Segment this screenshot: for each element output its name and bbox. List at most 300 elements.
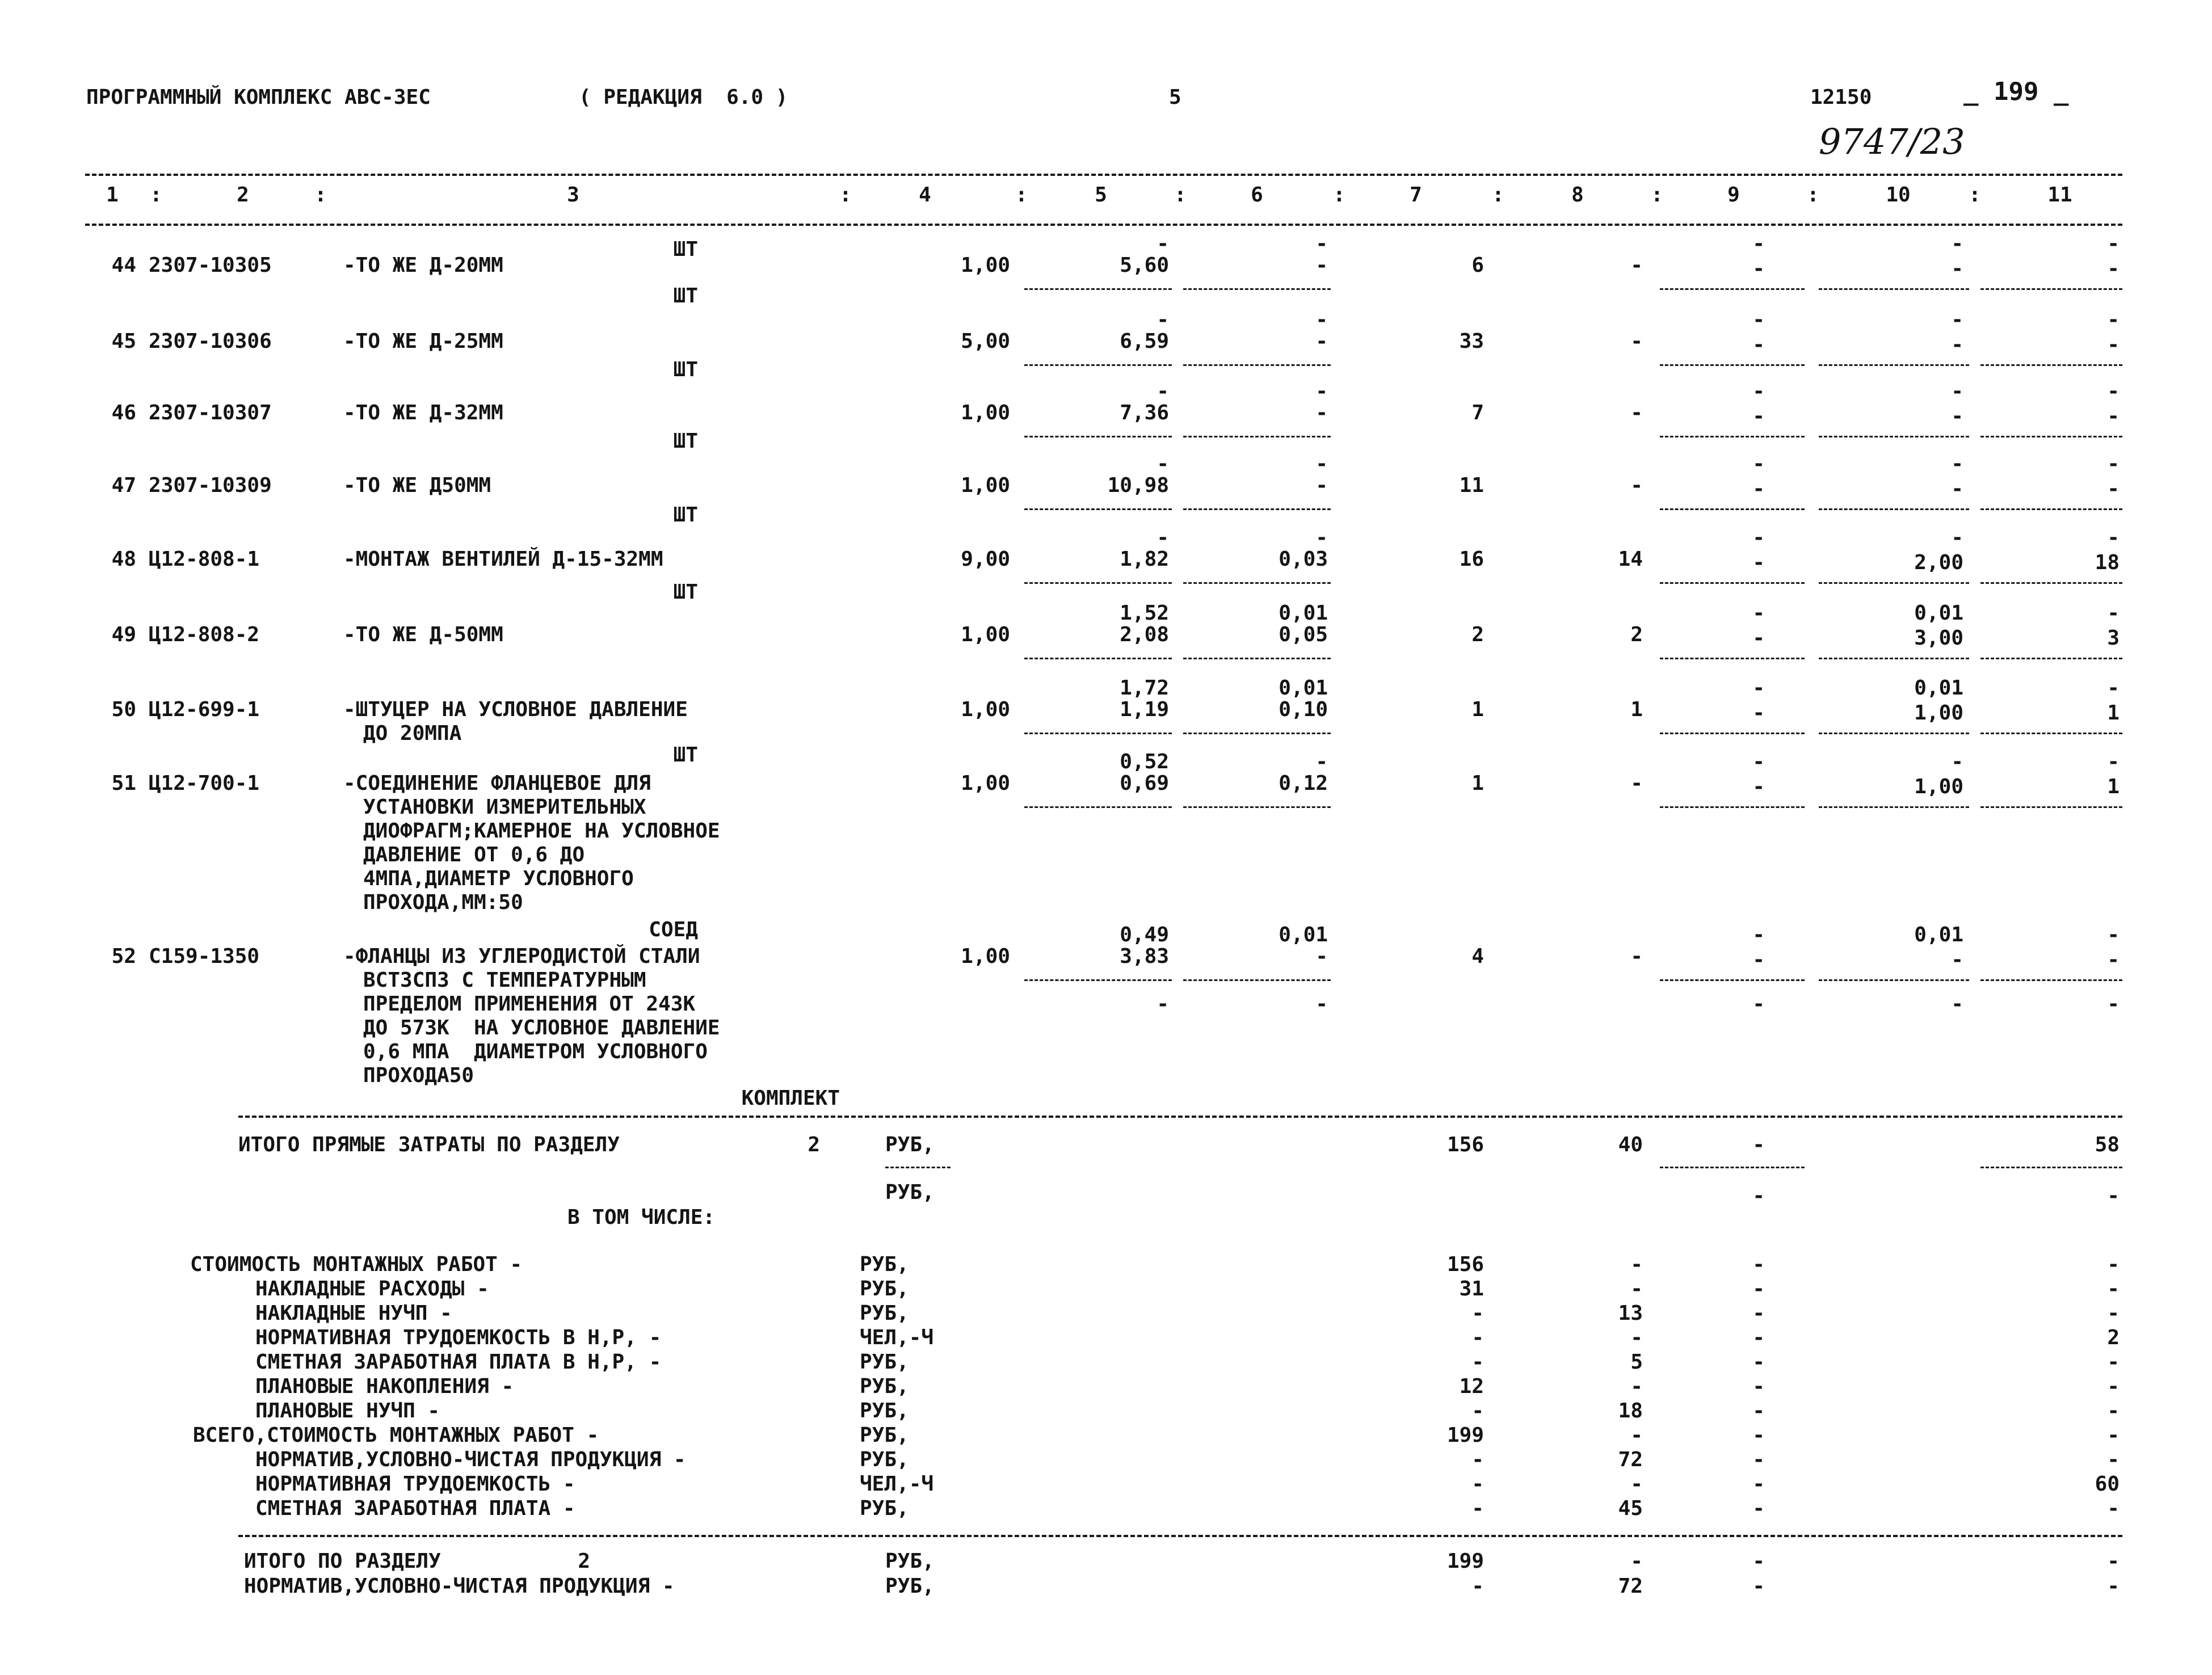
cell-divider: [1024, 364, 1172, 366]
col-11-lower: 1: [2107, 701, 2120, 725]
unit-label: ШТ: [673, 238, 698, 261]
totals-col-11: 58: [2095, 1133, 2120, 1156]
breakdown-col-7: -: [1471, 1302, 1484, 1325]
item-name: ДО 20МПА: [363, 722, 462, 745]
quantity: 1,00: [961, 945, 1010, 968]
col-c6-upper: -: [1315, 452, 1328, 475]
col-8: -: [1630, 401, 1643, 424]
col-c6-upper: 0,01: [1279, 601, 1328, 625]
breakdown-col-11: 60: [2095, 1472, 2120, 1496]
cell-divider: [1980, 436, 2122, 437]
page-number: 5: [1169, 86, 1181, 109]
cell-divider: [1024, 979, 1172, 981]
col-10-lower: -: [1951, 948, 1963, 971]
breakdown-unit: РУБ,: [860, 1375, 909, 1398]
col-11-lower: -: [2107, 405, 2120, 428]
breakdown-col-7: 12: [1459, 1375, 1484, 1398]
cell-divider: [1980, 582, 2122, 584]
column-header-5: 5: [1095, 183, 1107, 207]
col-c6-upper: -: [1315, 526, 1328, 549]
breakdown-col-7: -: [1471, 1472, 1484, 1496]
col-9-lower: -: [1752, 626, 1765, 650]
col-11-upper: -: [2107, 750, 2120, 773]
unit-label: ШТ: [673, 430, 698, 453]
column-header-2: 2: [237, 183, 249, 207]
cell-divider: [1980, 1167, 2122, 1168]
item-name: -ТО ЖЕ Д50ММ: [343, 474, 491, 497]
cell-divider: [1660, 658, 1805, 659]
final-col-7: 199: [1446, 1550, 1484, 1573]
cell-divider: [1980, 508, 2122, 510]
col-11-lower: -: [2107, 477, 2120, 500]
breakdown-col-9: -: [1752, 1375, 1765, 1398]
breakdown-label: ПЛАНОВЫЕ НУЧП -: [255, 1399, 440, 1423]
cell-divider: [1183, 582, 1331, 584]
column-separator: :: [1015, 183, 1028, 207]
cell-divider: [1024, 508, 1172, 510]
row-number: 51: [111, 772, 136, 795]
column-header-7: 7: [1410, 183, 1422, 207]
cell-divider: [1024, 288, 1172, 290]
final-col-8: 72: [1618, 1575, 1643, 1598]
col-10-upper: 0,01: [1914, 601, 1963, 625]
cell-divider: [1819, 436, 1969, 437]
item-name: ПРЕДЕЛОМ ПРИМЕНЕНИЯ ОТ 243К: [363, 992, 696, 1016]
breakdown-label: СМЕТНАЯ ЗАРАБОТНАЯ ПЛАТА В Н,Р, -: [255, 1350, 662, 1374]
col-10-lower: 1,00: [1914, 775, 1963, 798]
col-11-upper: -: [2107, 923, 2120, 946]
breakdown-col-8: -: [1630, 1253, 1643, 1276]
col-c5-lower: 0,69: [1120, 772, 1169, 795]
totals-label: ИТОГО ПРЯМЫЕ ЗАТРАТЫ ПО РАЗДЕЛУ: [238, 1133, 620, 1156]
final-section-number: 2: [578, 1550, 590, 1573]
final-col-11: -: [2107, 1575, 2120, 1598]
col-11-upper: -: [2107, 452, 2120, 475]
unit-label: ШТ: [673, 358, 698, 381]
item-code: 2307-10305: [149, 254, 272, 277]
header-rule-bottom: [85, 224, 2122, 226]
col-10-upper: -: [1951, 308, 1963, 331]
item-code: 2307-10307: [149, 401, 272, 424]
breakdown-label: НАКЛАДНЫЕ РАСХОДЫ -: [255, 1277, 489, 1301]
item-name: ВСТЗСПЗ С ТЕМПЕРАТУРНЫМ: [363, 969, 646, 992]
col-9-lower: -: [1752, 948, 1765, 971]
final-label: ИТОГО ПО РАЗДЕЛУ: [244, 1550, 441, 1573]
col-c5-upper: -: [1157, 526, 1169, 549]
breakdown-col-9: -: [1752, 1277, 1765, 1301]
col-9-tail: -: [1752, 992, 1765, 1016]
col-9-upper: -: [1752, 526, 1765, 549]
unit-label: ШТ: [673, 284, 698, 308]
item-name: -ШТУЦЕР НА УСЛОВНОЕ ДАВЛЕНИЕ: [343, 698, 688, 721]
item-name: 0,6 МПА ДИАМЕТРОМ УСЛОВНОГО: [363, 1040, 708, 1063]
cell-divider: [1660, 979, 1805, 981]
cell-divider: [1980, 288, 2122, 290]
column-header-1: 1: [106, 183, 119, 207]
cell-divider: [1183, 508, 1331, 510]
col-10-lower: -: [1951, 477, 1963, 500]
cell-divider: [1024, 582, 1172, 584]
col-8: -: [1630, 772, 1643, 795]
col-8: 2: [1630, 623, 1643, 646]
breakdown-col-7: -: [1471, 1326, 1484, 1349]
breakdown-label: НОРМАТИВНАЯ ТРУДОЕМКОСТЬ -: [255, 1472, 575, 1496]
breakdown-col-11: -: [2107, 1302, 2120, 1325]
item-name: 4МПА,ДИАМЕТР УСЛОВНОГО: [363, 867, 634, 890]
cell-divider: [1660, 288, 1805, 290]
quantity: 1,00: [961, 772, 1010, 795]
col-c6-lower: -: [1315, 945, 1328, 968]
breakdown-col-7: -: [1471, 1350, 1484, 1374]
col-11-lower: 1: [2107, 775, 2120, 798]
col-8: -: [1630, 474, 1643, 497]
final-unit: РУБ,: [885, 1575, 935, 1598]
column-header-3: 3: [567, 183, 579, 207]
item-code: Ц12-808-1: [149, 548, 260, 571]
item-code: 2307-10309: [149, 474, 272, 497]
item-code: Ц12-700-1: [149, 772, 260, 795]
cell-divider: [1183, 288, 1331, 290]
totals-col-11b: -: [2107, 1184, 2120, 1207]
cell-divider: [1183, 658, 1331, 659]
breakdown-col-11: -: [2107, 1497, 2120, 1520]
col-c5-upper: 1,52: [1120, 601, 1169, 625]
row-number: 46: [111, 401, 136, 424]
col-11-upper: -: [2107, 526, 2120, 549]
breakdown-col-8: -: [1630, 1326, 1643, 1349]
col-c6-upper: 0,01: [1279, 923, 1328, 946]
col-9-upper: -: [1752, 676, 1765, 700]
col-11-upper: -: [2107, 601, 2120, 625]
breakdown-col-11: -: [2107, 1253, 2120, 1276]
item-code: Ц12-699-1: [149, 698, 260, 721]
row-number: 48: [111, 548, 136, 571]
item-name: УСТАНОВКИ ИЗМЕРИТЕЛЬНЫХ: [363, 796, 646, 819]
row-number: 47: [111, 474, 136, 497]
breakdown-unit: ЧЕЛ,-Ч: [860, 1472, 934, 1496]
col-10-upper: -: [1951, 380, 1963, 403]
item-name: ПРОХОДА,ММ:50: [363, 891, 523, 914]
col-10-lower: 3,00: [1914, 626, 1963, 650]
col-9-upper: -: [1752, 452, 1765, 475]
col-11-lower: -: [2107, 948, 2120, 971]
breakdown-col-11: -: [2107, 1399, 2120, 1423]
cell-divider: [1819, 979, 1969, 981]
col-8: -: [1630, 254, 1643, 277]
cell-divider: [1980, 658, 2122, 659]
col-9-upper: -: [1752, 923, 1765, 946]
col-8: -: [1630, 945, 1643, 968]
cell-divider: [1819, 806, 1969, 808]
col-9-lower: -: [1752, 775, 1765, 798]
col-c6-lower: 0,10: [1279, 698, 1328, 721]
col-11-tail: -: [2107, 992, 2120, 1016]
col-8: -: [1630, 330, 1643, 353]
breakdown-col-9: -: [1752, 1497, 1765, 1520]
breakdown-unit: ЧЕЛ,-Ч: [860, 1326, 934, 1349]
item-name: -ФЛАНЦЫ ИЗ УГЛЕРОДИСТОЙ СТАЛИ: [343, 945, 700, 968]
col-c5-lower: 3,83: [1120, 945, 1169, 968]
col-6-tail: -: [1315, 992, 1328, 1016]
column-separator: :: [150, 183, 162, 207]
breakdown-col-9: -: [1752, 1253, 1765, 1276]
breakdown-col-11: 2: [2107, 1326, 2120, 1349]
col-10-upper: -: [1951, 232, 1963, 255]
col-9-lower: -: [1752, 701, 1765, 725]
quantity: 1,00: [961, 474, 1010, 497]
col-c6-lower: -: [1315, 330, 1328, 353]
item-name: -ТО ЖЕ Д-50ММ: [343, 623, 503, 646]
cell-divider: [1183, 979, 1331, 981]
col-c5-lower: 7,36: [1120, 401, 1169, 424]
col-c6-lower: 0,05: [1279, 623, 1328, 646]
breakdown-col-7: -: [1471, 1448, 1484, 1471]
final-unit: РУБ,: [885, 1550, 935, 1573]
column-header-9: 9: [1727, 183, 1740, 207]
breakdown-unit: РУБ,: [860, 1424, 909, 1447]
final-col-9: -: [1752, 1575, 1765, 1598]
including-label: В ТОМ ЧИСЛЕ:: [567, 1206, 716, 1229]
col-7: 2: [1471, 623, 1484, 646]
col-9-upper: -: [1752, 232, 1765, 255]
final-col-7: -: [1471, 1575, 1484, 1598]
col-c5-lower: 1,19: [1120, 698, 1169, 721]
final-col-9: -: [1752, 1550, 1765, 1573]
breakdown-col-11: -: [2107, 1424, 2120, 1447]
breakdown-col-8: 13: [1618, 1302, 1643, 1325]
column-header-6: 6: [1251, 183, 1263, 207]
col-c6-upper: -: [1315, 380, 1328, 403]
col-7: 4: [1471, 945, 1484, 968]
unit-underline: [885, 1167, 951, 1168]
quantity: 5,00: [961, 330, 1010, 353]
column-separator: :: [1492, 183, 1504, 207]
col-10-upper: -: [1951, 452, 1963, 475]
cell-divider: [1660, 364, 1805, 366]
item-name: ДО 573К НА УСЛОВНОЕ ДАВЛЕНИЕ: [363, 1016, 720, 1039]
final-col-8: -: [1630, 1550, 1643, 1573]
col-c6-upper: -: [1315, 308, 1328, 331]
item-name: ПРОХОДА50: [363, 1064, 474, 1087]
breakdown-unit: РУБ,: [860, 1277, 909, 1301]
breakdown-unit: РУБ,: [860, 1253, 909, 1276]
cell-divider: [1183, 733, 1331, 734]
col-10-upper: -: [1951, 526, 1963, 549]
col-11-lower: -: [2107, 333, 2120, 356]
col-9-lower: -: [1752, 551, 1765, 574]
column-separator: :: [839, 183, 852, 207]
cell-divider: [1660, 582, 1805, 584]
col-c6-lower: -: [1315, 401, 1328, 424]
totals-unit-2: РУБ,: [885, 1181, 935, 1204]
col-11-lower: -: [2107, 257, 2120, 280]
column-separator: :: [1969, 183, 1981, 207]
cell-divider: [1819, 288, 1969, 290]
item-code: 2307-10306: [149, 330, 272, 353]
col-c6-lower: 0,03: [1279, 548, 1328, 571]
final-label: НОРМАТИВ,УСЛОВНО-ЧИСТАЯ ПРОДУКЦИЯ -: [244, 1575, 675, 1598]
col-9-lower: -: [1752, 405, 1765, 428]
col-c5-lower: 2,08: [1120, 623, 1169, 646]
column-separator: :: [1807, 183, 1819, 207]
quantity: 9,00: [961, 548, 1010, 571]
breakdown-col-11: -: [2107, 1375, 2120, 1398]
col-9-lower: -: [1752, 477, 1765, 500]
breakdown-col-8: 5: [1630, 1350, 1643, 1374]
item-name: ДИОФРАГМ;КАМЕРНОЕ НА УСЛОВНОЕ: [363, 819, 720, 843]
item-name: -СОЕДИНЕНИЕ ФЛАНЦЕВОЕ ДЛЯ: [343, 772, 651, 795]
totals-col-7: 156: [1446, 1133, 1484, 1156]
breakdown-unit: РУБ,: [860, 1448, 909, 1471]
col-c5-upper: 1,72: [1120, 676, 1169, 700]
quantity: 1,00: [961, 254, 1010, 277]
breakdown-col-8: -: [1630, 1375, 1643, 1398]
breakdown-col-7: -: [1471, 1497, 1484, 1520]
breakdown-col-11: -: [2107, 1350, 2120, 1374]
col-10-lower: -: [1951, 405, 1963, 428]
col-9-upper: -: [1752, 308, 1765, 331]
col-c6-lower: -: [1315, 254, 1328, 277]
col-c5-upper: -: [1157, 232, 1169, 255]
item-code: Ц12-808-2: [149, 623, 260, 646]
cell-divider: [1980, 733, 2122, 734]
col-8: 14: [1618, 548, 1643, 571]
breakdown-label: СМЕТНАЯ ЗАРАБОТНАЯ ПЛАТА -: [255, 1497, 575, 1520]
col-c6-upper: 0,01: [1279, 676, 1328, 700]
cell-divider: [1024, 733, 1172, 734]
col-10-lower: 1,00: [1914, 701, 1963, 725]
breakdown-col-8: 18: [1618, 1399, 1643, 1423]
cell-divider: [1660, 436, 1805, 437]
col-10-upper: -: [1951, 750, 1963, 773]
column-separator: :: [1174, 183, 1187, 207]
breakdown-col-11: -: [2107, 1448, 2120, 1471]
col-c6-upper: -: [1315, 232, 1328, 255]
col-7: 1: [1471, 698, 1484, 721]
cell-divider: [1980, 806, 2122, 808]
document-code: 12150: [1810, 86, 1872, 109]
cell-divider: [1183, 436, 1331, 437]
breakdown-col-9: -: [1752, 1302, 1765, 1325]
breakdown-label: НОРМАТИВНАЯ ТРУДОЕМКОСТЬ В Н,Р, -: [255, 1326, 662, 1349]
col-8: 1: [1630, 698, 1643, 721]
quantity: 1,00: [961, 401, 1010, 424]
breakdown-col-7: 156: [1446, 1253, 1484, 1276]
cell-divider: [1819, 582, 1969, 584]
totals-col-9b: -: [1752, 1184, 1765, 1207]
item-name: -МОНТАЖ ВЕНТИЛЕЙ Д-15-32ММ: [343, 548, 663, 571]
row-number: 49: [111, 623, 136, 646]
col-7: 16: [1459, 548, 1484, 571]
col-c5-lower: 6,59: [1120, 330, 1169, 353]
col-9-lower: -: [1752, 333, 1765, 356]
col-11-upper: -: [2107, 676, 2120, 700]
col-c5-upper: -: [1157, 380, 1169, 403]
row-number: 45: [111, 330, 136, 353]
col-9-lower: -: [1752, 257, 1765, 280]
breakdown-unit: РУБ,: [860, 1350, 909, 1374]
col-10-lower: 2,00: [1914, 551, 1963, 574]
cell-divider: [1819, 364, 1969, 366]
col-c5-upper: -: [1157, 308, 1169, 331]
totals-col-8: 40: [1618, 1133, 1643, 1156]
breakdown-col-8: -: [1630, 1424, 1643, 1447]
col-c6-lower: -: [1315, 474, 1328, 497]
breakdown-col-8: 72: [1618, 1448, 1643, 1471]
breakdown-col-8: 45: [1618, 1497, 1643, 1520]
breakdown-col-9: -: [1752, 1472, 1765, 1496]
program-title: ПРОГРАММНЫЙ КОМПЛЕКС АВС-ЗЕС: [86, 86, 431, 109]
sheet-number: _ 199 _: [1963, 77, 2069, 106]
item-code: С159-1350: [149, 945, 260, 968]
totals-unit: РУБ,: [885, 1133, 935, 1156]
col-11-upper: -: [2107, 232, 2120, 255]
final-col-11: -: [2107, 1550, 2120, 1573]
cell-divider: [1980, 979, 2122, 981]
edition-label: ( РЕДАКЦИЯ 6.0 ): [579, 86, 788, 109]
col-c5-upper: 0,49: [1120, 923, 1169, 946]
col-10-upper: 0,01: [1914, 676, 1963, 700]
col-c5-upper: 0,52: [1120, 750, 1169, 773]
breakdown-col-7: -: [1471, 1399, 1484, 1423]
column-header-4: 4: [919, 183, 931, 207]
col-10-upper: 0,01: [1914, 923, 1963, 946]
col-11-lower: 18: [2095, 551, 2120, 574]
col-11-lower: 3: [2107, 626, 2120, 650]
col-7: 33: [1459, 330, 1484, 353]
cell-divider: [1024, 658, 1172, 659]
unit-label: ШТ: [673, 503, 698, 527]
cell-divider: [1660, 806, 1805, 808]
col-9-upper: -: [1752, 380, 1765, 403]
final-rule: [238, 1535, 2122, 1537]
col-7: 6: [1471, 254, 1484, 277]
breakdown-label: ВСЕГО,СТОИМОСТЬ МОНТАЖНЫХ РАБОТ -: [193, 1424, 599, 1447]
breakdown-unit: РУБ,: [860, 1399, 909, 1423]
col-9-upper: -: [1752, 601, 1765, 625]
breakdown-col-9: -: [1752, 1424, 1765, 1447]
cell-divider: [1819, 508, 1969, 510]
col-c5-lower: 5,60: [1120, 254, 1169, 277]
breakdown-unit: РУБ,: [860, 1497, 909, 1520]
cell-divider: [1819, 658, 1969, 659]
col-10-lower: -: [1951, 257, 1963, 280]
breakdown-unit: РУБ,: [860, 1302, 909, 1325]
totals-section-number: 2: [808, 1133, 820, 1156]
col-c6-lower: 0,12: [1279, 772, 1328, 795]
item-name: -ТО ЖЕ Д-20ММ: [343, 254, 503, 277]
cell-divider: [1980, 364, 2122, 366]
column-header-10: 10: [1886, 183, 1911, 207]
breakdown-label: СТОИМОСТЬ МОНТАЖНЫХ РАБОТ -: [190, 1253, 523, 1276]
unit-label: ШТ: [673, 743, 698, 767]
row-number: 50: [111, 698, 136, 721]
item-name: -ТО ЖЕ Д-25ММ: [343, 330, 503, 353]
column-separator: :: [314, 183, 327, 207]
breakdown-col-7: 31: [1459, 1277, 1484, 1301]
row-number: 52: [111, 945, 136, 968]
breakdown-col-9: -: [1752, 1326, 1765, 1349]
quantity: 1,00: [961, 623, 1010, 646]
column-header-8: 8: [1571, 183, 1584, 207]
cell-divider: [1819, 733, 1969, 734]
col-7: 11: [1459, 474, 1484, 497]
column-separator: :: [1651, 183, 1663, 207]
breakdown-label: НАКЛАДНЫЕ НУЧП -: [255, 1302, 452, 1325]
handwritten-note: 9747/23: [1819, 121, 1965, 162]
row-number: 44: [111, 254, 136, 277]
col-c5-upper: -: [1157, 452, 1169, 475]
